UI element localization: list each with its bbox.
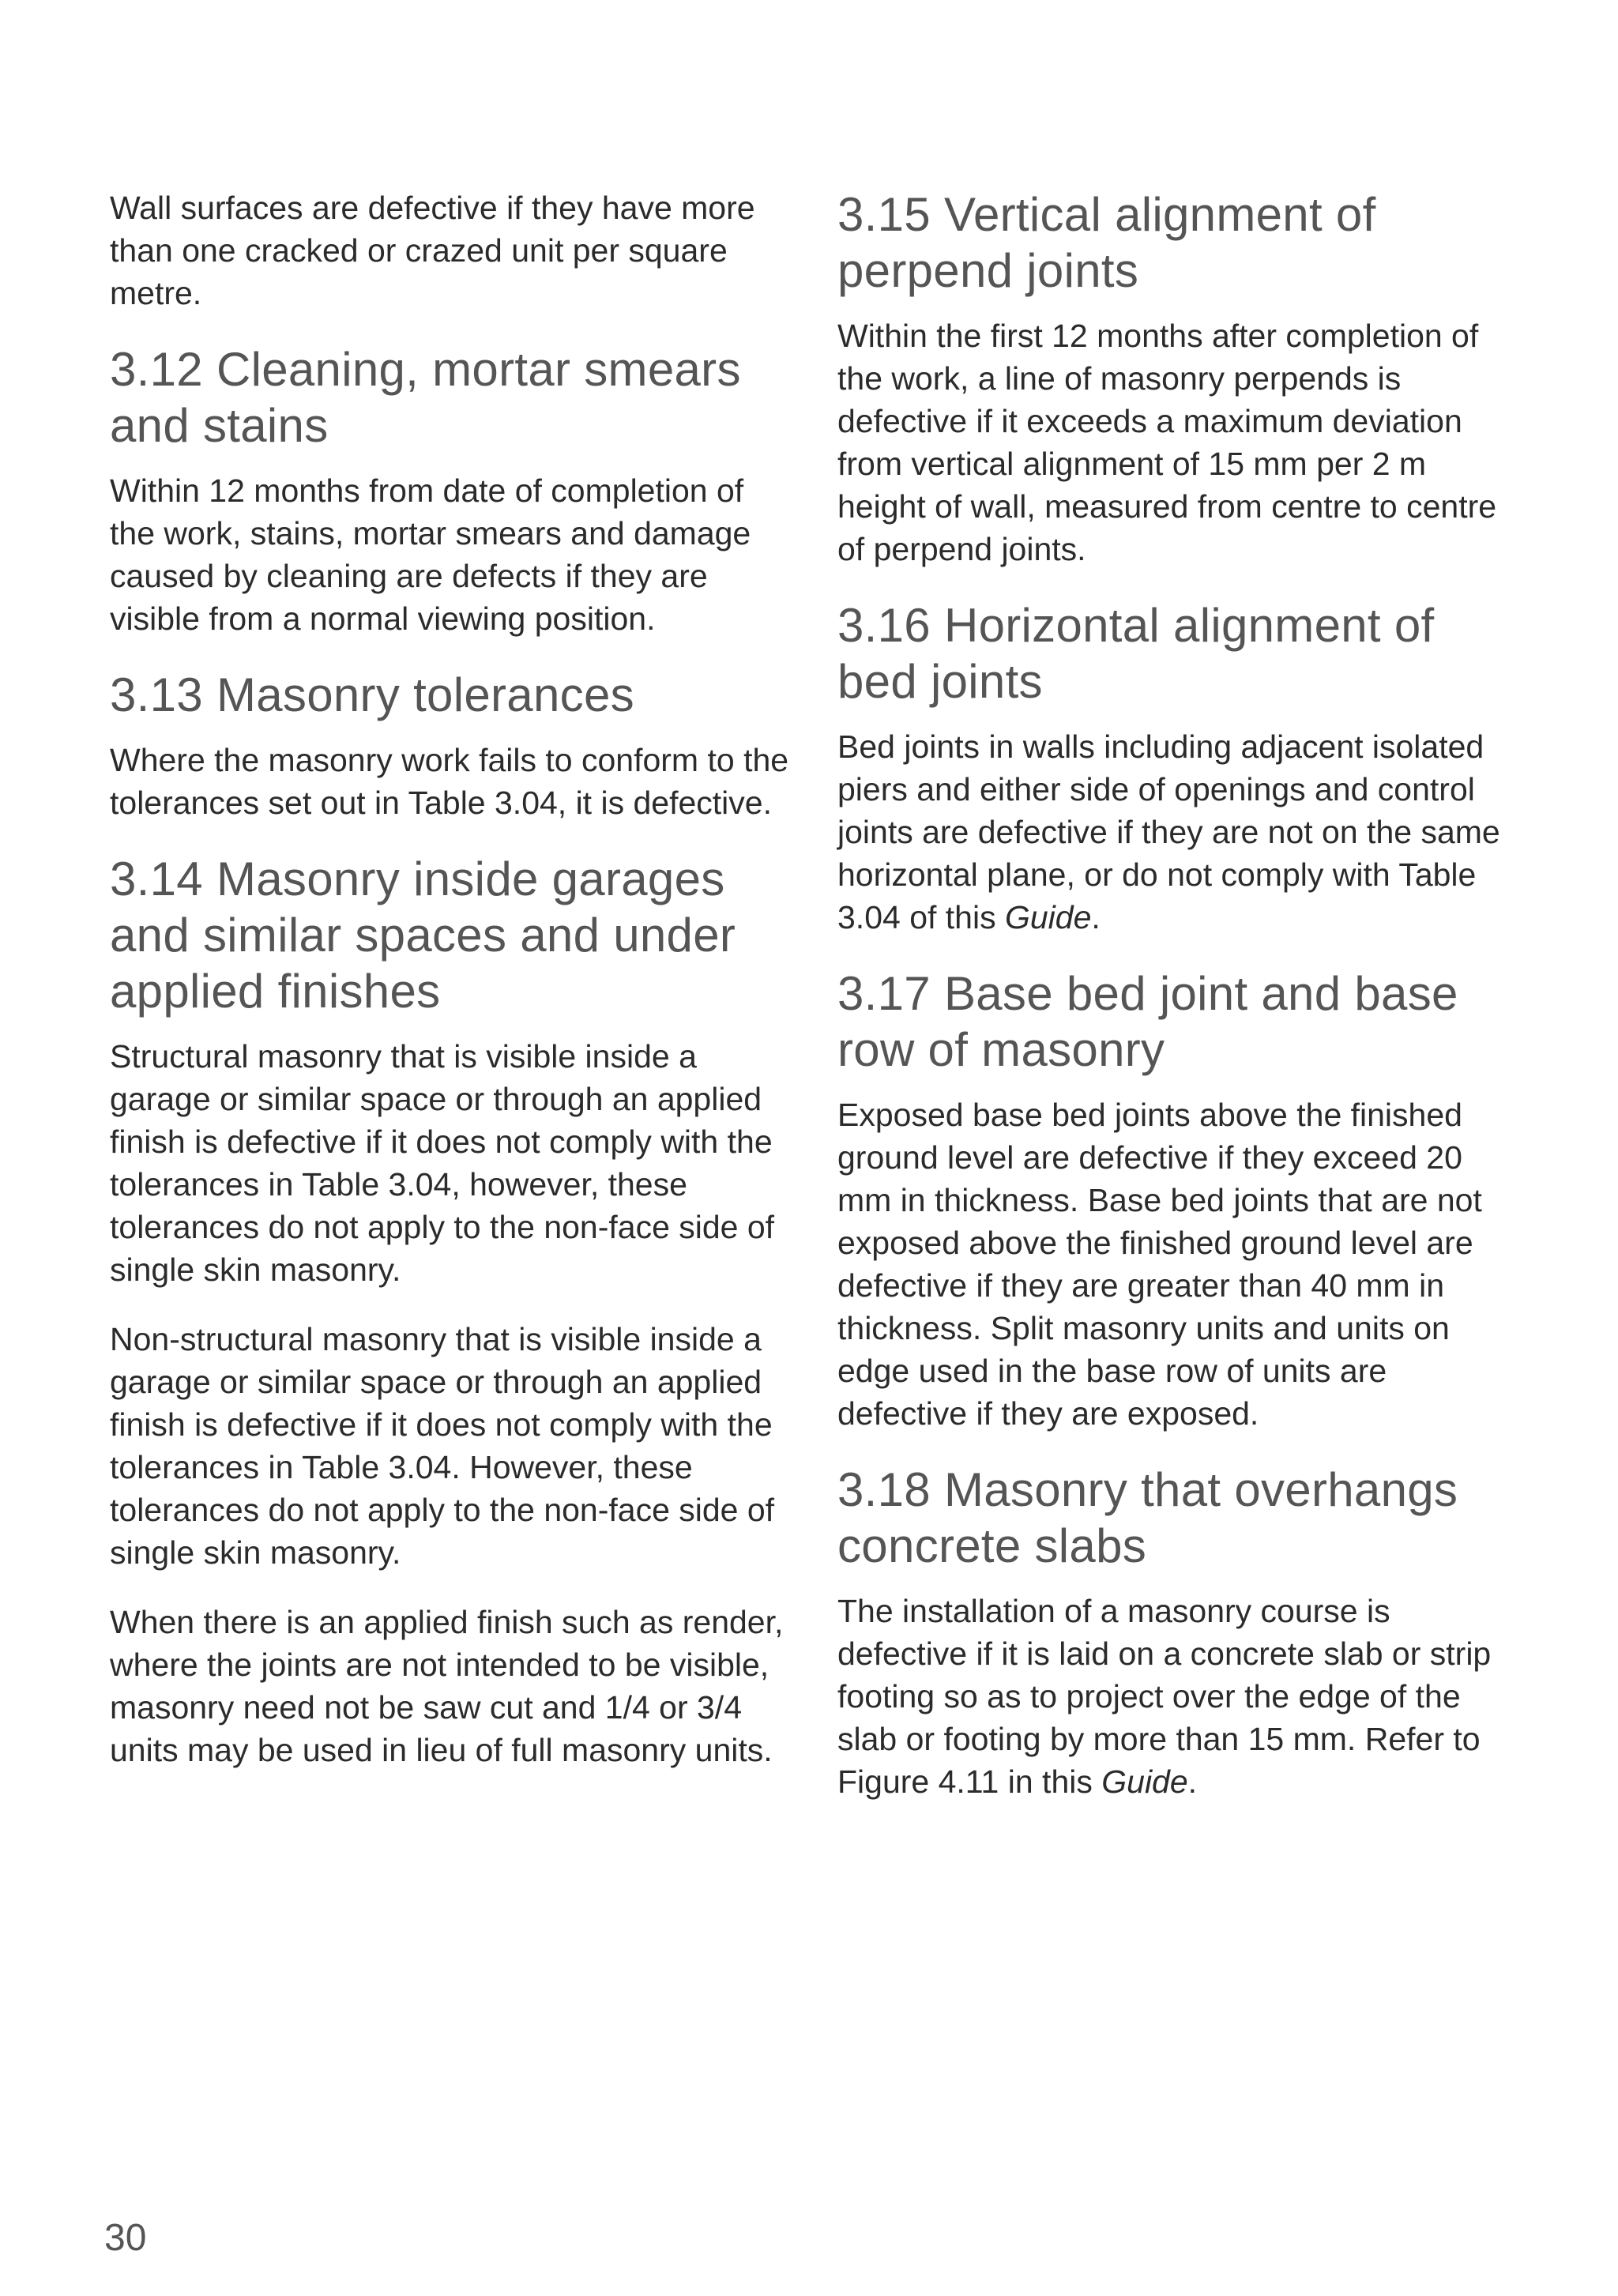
section-3-15-heading: 3.15 Vertical alignment of perpend joints [837, 188, 1376, 297]
section-3-13-heading: 3.13 Masonry tolerances [110, 668, 634, 721]
guide-title-italic: Guide [1004, 899, 1092, 935]
left-column [110, 186, 789, 1798]
section-3-18-text [837, 1590, 1517, 1803]
section-3-16-heading: 3.16 Horizontal alignment of bed joints [837, 599, 1435, 708]
section-3-18-text-main: The installation of a masonry course is defective if it is laid on a concrete slab or strip footing so as to project over the edge of the slab or footing by more than 15 mm. Refer to Figure 4.11 in this [837, 1593, 1492, 1800]
section-3-17-text: Exposed base bed joints above the finished ground level are defective if they exceed 20 mm in thickness. Base bed joints that are not exposed above the finished ground level are defective if they are greater than 40 mm in thickness. Split masonry units and units on edge used in the base row of units are defective if they are exposed. [837, 1097, 1482, 1432]
right-column [837, 186, 1517, 1830]
section-3-14-paragraph-1: Structural masonry that is visible inside a garage or similar space or through an applied finish is defective if it does not comply with the tolerances in Table 3.04, however, these tolerances do not apply to the non-face side of single skin masonry. [110, 1038, 775, 1288]
section-3-16-text-end: . [1091, 899, 1101, 935]
section-3-13-text: Where the masonry work fails to conform to the tolerances set out in Table 3.04, it is defective. [110, 742, 789, 821]
section-3-16-text-main: Bed joints in walls including adjacent isolated piers and either side of openings and control joints are defective if they are not on the same horizontal plane, or do not comply with Table 3.04 of this [837, 728, 1500, 935]
section-3-15-text: Within the first 12 months after completion of the work, a line of masonry perpends is defective if it exceeds a maximum deviation from vertical alignment of 15 mm per 2 m height of wall, measured from centre to centre of perpend joints. [837, 318, 1497, 567]
section-3-17-heading: 3.17 Base bed joint and base row of masonry [837, 967, 1458, 1076]
intro-paragraph: Wall surfaces are defective if they have more than one cracked or crazed unit per square metre. [110, 190, 755, 311]
section-3-14-heading: 3.14 Masonry inside garages and similar spaces and under applied finishes [110, 853, 736, 1018]
section-3-14-paragraph-2: Non-structural masonry that is visible inside a garage or similar space or through an applied finish is defective if it does not comply with the tolerances in Table 3.04. However, these tolerances do not apply to the non-face side of single skin masonry. [110, 1321, 775, 1571]
section-3-18-heading: 3.18 Masonry that overhangs concrete slabs [837, 1463, 1458, 1572]
section-3-18-text-end: . [1187, 1763, 1198, 1800]
section-3-12-text: Within 12 months from date of completion of the work, stains, mortar smears and damage caused by cleaning are defects if they are visible from a normal viewing position. [110, 472, 751, 637]
section-3-16-text [837, 725, 1517, 939]
section-3-14-paragraph-3: When there is an applied finish such as render, where the joints are not intended to be visible, masonry need not be saw cut and 1/4 or 3/4 units may be used in lieu of full masonry units. [110, 1604, 784, 1768]
section-3-12-heading: 3.12 Cleaning, mortar smears and stains [110, 343, 741, 452]
page-number: 30 [104, 2217, 147, 2259]
guide-title-italic: Guide [1101, 1763, 1188, 1800]
